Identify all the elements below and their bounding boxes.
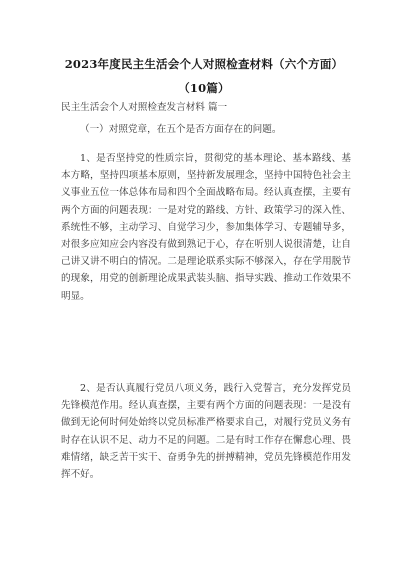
section-heading: （一）对照党章，在五个是否方面存在的问题。 (80, 124, 282, 135)
paragraph-1: 1、是否坚持党的性质宗旨，贯彻党的基本理论、基本路线、基本方略，坚持四项基本原则，坚持新发展理念，坚持中国特色社会主义事业五位一体总体布局和四个全面战略布局。经认真查摆，主要有两个方面的问题表现：一是对党的路线、方针、政策学习的深入性、系统性不够，主动学习、自觉学习少，参加集体学习、专题辅导多，对很多应知应会内容没有做到熟记于心，存在听别人说很清楚，让自己讲又讲不明白的情况。二是理论联系实际不够深入，存在学用脱节的现象，用党的创新理论成果武装头脑、指导实践、推动工作效果不明显。 (61, 153, 351, 302)
document-title: 2023年度民主生活会个人对照检查材料（六个方面） (64, 57, 344, 71)
paragraph-2: 2、是否认真履行党员八项义务，践行入党誓言，充分发挥党员先锋模范作用。经认真查摆，主要有两个方面的问题表现：一是没有做到无论何时何处始终以党员标准严格要求自己，对履行党员义务有时存在认识不足、动力不足的问题。二是有时工作存在懈怠心理、畏难情绪，缺乏苦干实干、奋勇争先的拼搏精神，党员先锋模范作用发挥不好。 (61, 383, 351, 481)
document-subtitle: 民主生活会个人对照检查发言材料 篇一 (61, 102, 228, 113)
document-title-count: （10篇） (178, 81, 230, 95)
